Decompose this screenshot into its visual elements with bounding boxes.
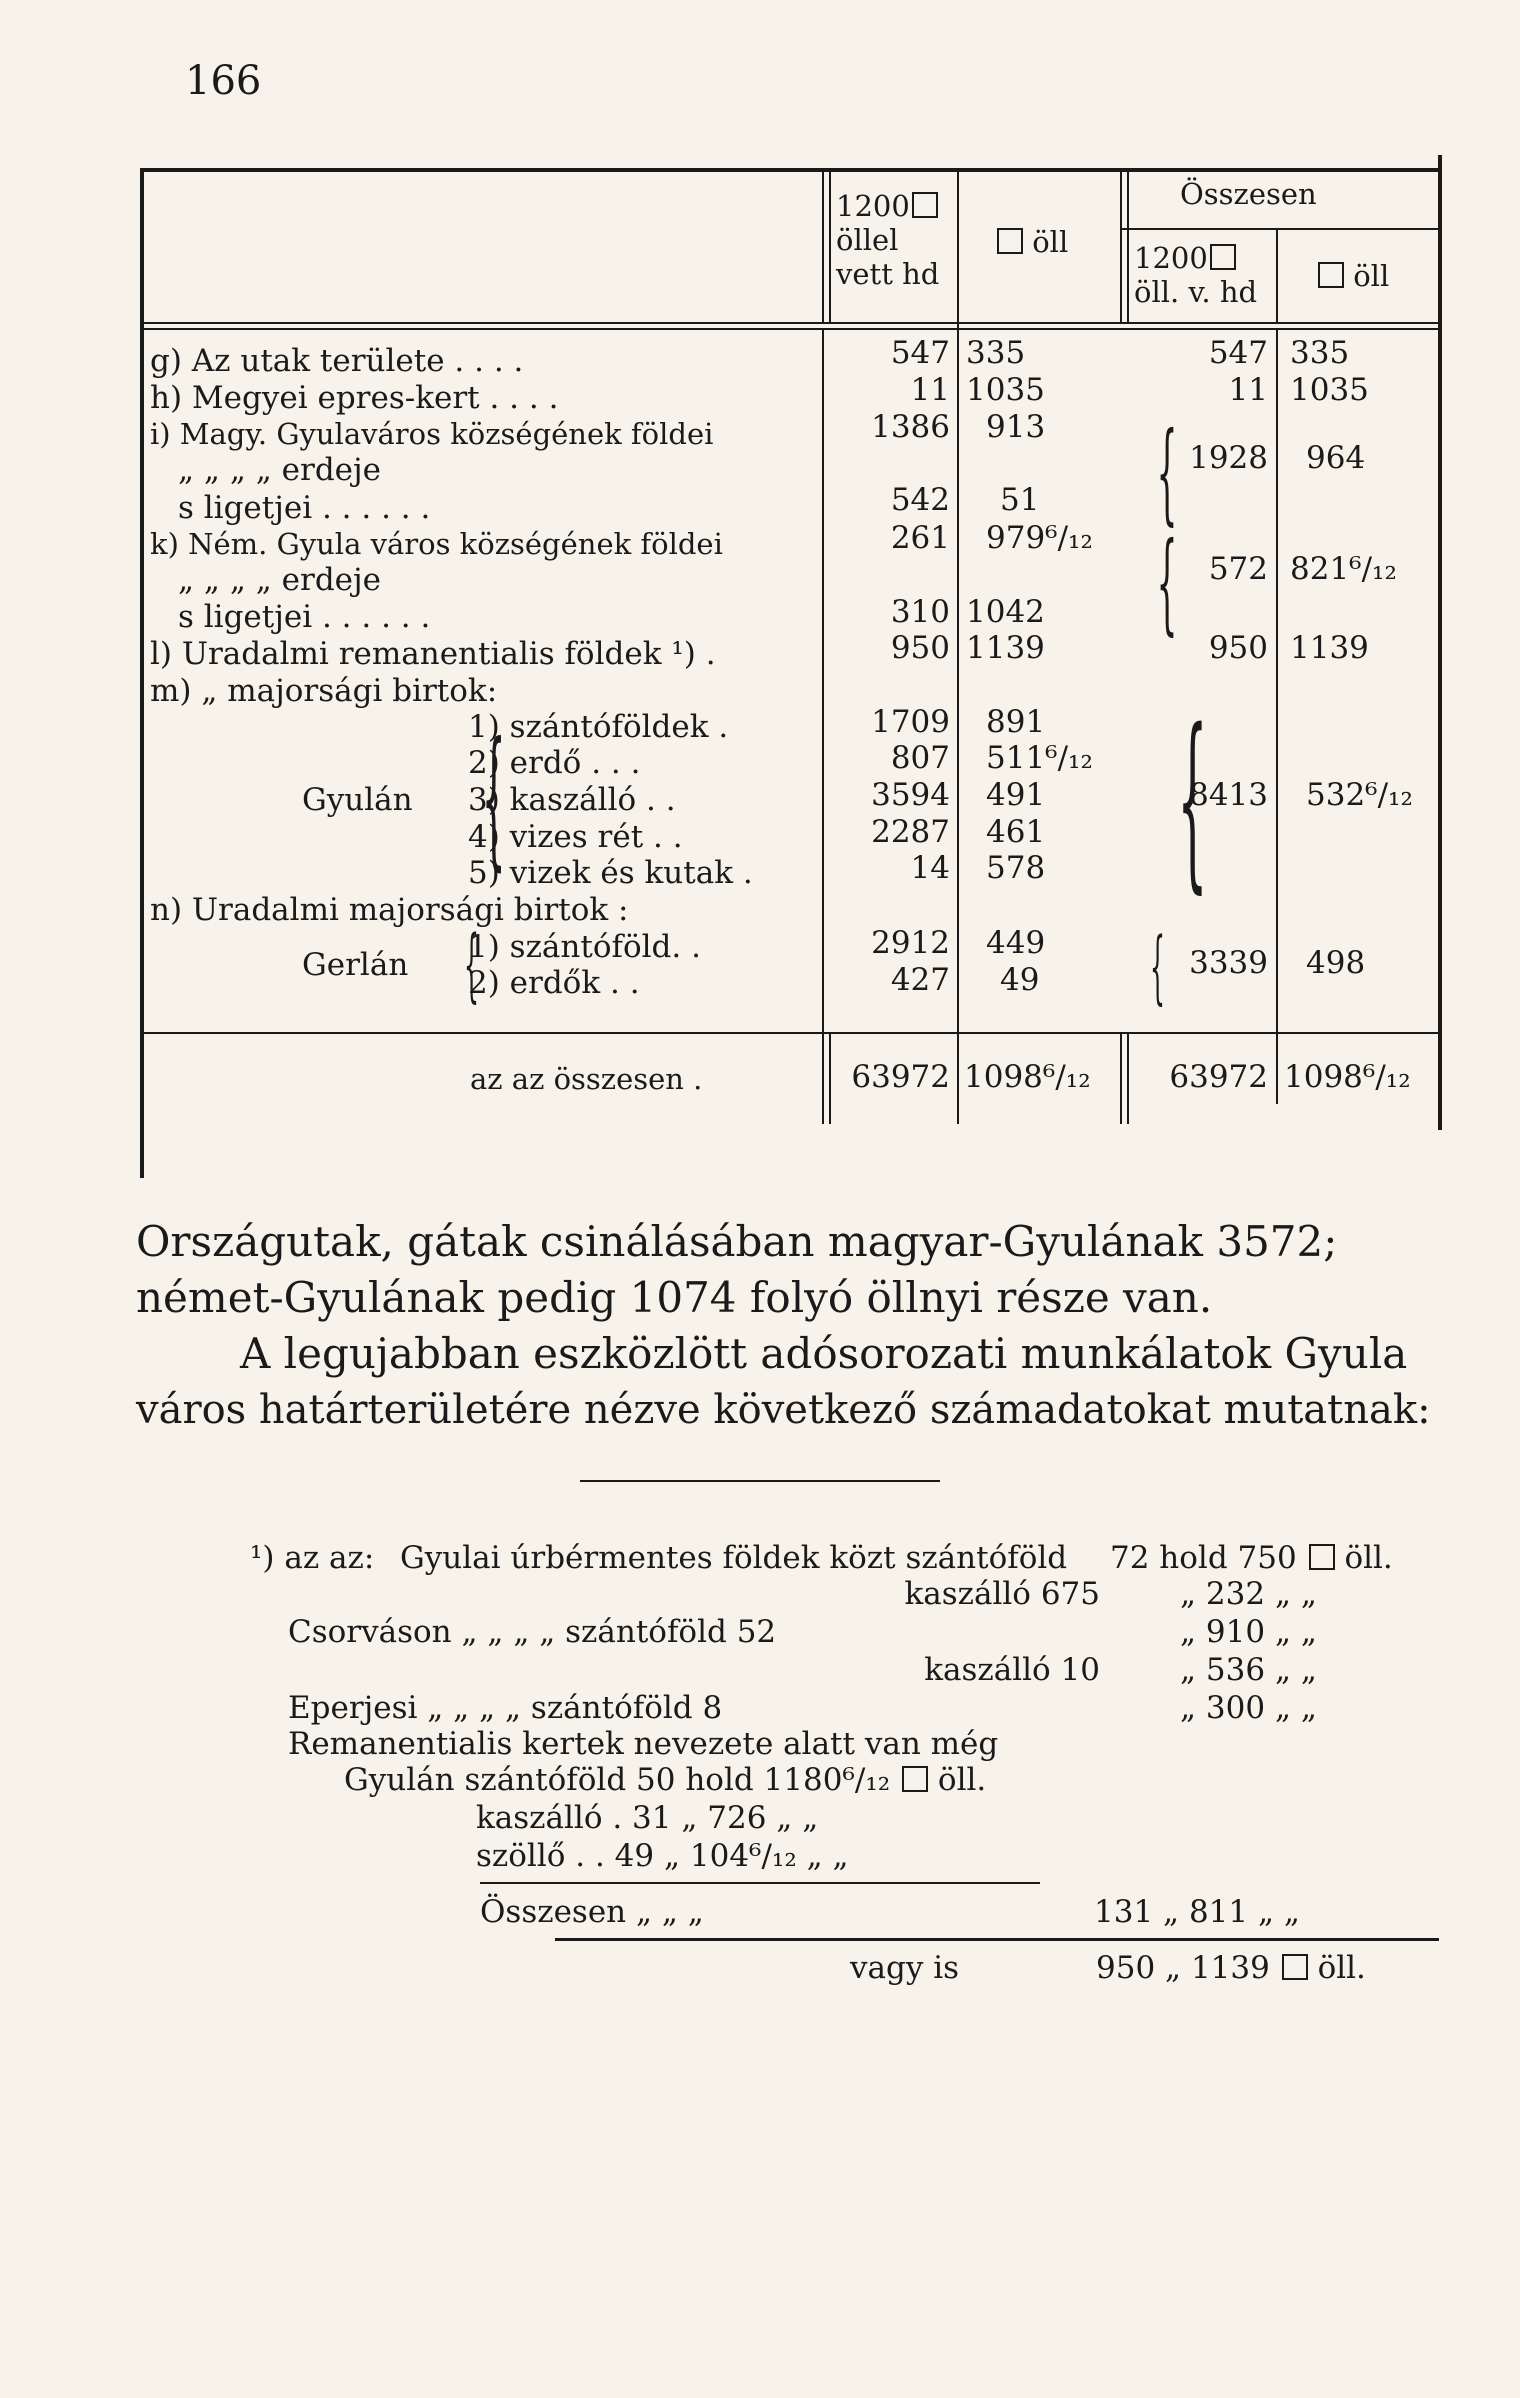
cell-c2: 461 [986,814,1046,850]
footnote-line: kaszálló 675 [904,1576,1100,1612]
footnote-value: „ 536 „ „ [1180,1652,1317,1688]
footnote-value: „ 232 „ „ [1180,1576,1317,1612]
paragraph-line: Országutak, gátak csinálásában magyar-Gyulának 3572; [136,1217,1338,1266]
header-col1-line1: 1200 [836,190,938,222]
cell-c4: 335 [1290,335,1350,371]
row-label: „ „ „ „ erdeje [178,562,381,598]
col-rule-b [957,172,959,1032]
header-rule-1 [140,322,1440,324]
col-rule-c1 [1120,172,1122,322]
cell-c1: 427 [890,962,950,998]
row-label: m) „ majorsági birtok: [150,673,498,709]
cell-c2: 449 [986,925,1046,961]
cell-c1: 1386 [871,409,950,445]
row-label: 1) szántóföldek . [468,709,729,745]
square-unit-icon [912,192,938,218]
sum-rule-d [1276,1034,1278,1104]
cell-c3: 547 [1208,335,1268,371]
footnote-line: kaszálló . 31 „ 726 „ „ [476,1800,819,1836]
footnote-line: Gyulán szántóföld 50 hold 1180⁶/₁₂ öll. [344,1762,987,1798]
paragraph-line: város határterületére nézve következő számadatokat mutatnak: [136,1387,1431,1433]
sum-rule-a1 [822,1034,824,1124]
cell-c2: 1035 [966,372,1045,408]
cell-c1: 542 [890,482,950,518]
cell-c2: 891 [986,704,1046,740]
row-label: l) Uradalmi remanentialis földek ¹) . [150,636,716,672]
footnote-total-value: 131 „ 811 „ „ [1094,1894,1300,1930]
col-rule-a3 [822,330,824,1032]
square-unit-icon [1309,1544,1335,1570]
footnote-rule-2 [555,1938,1439,1941]
header-total-group: Összesen [1180,177,1317,211]
paragraph-line: A legujabban eszközlött adósorozati munkálatok Gyula [240,1329,1408,1378]
row-label: 2) erdők . . [468,965,640,1001]
square-unit-icon [997,228,1023,254]
footnote-alt-label: vagy is [850,1950,960,1986]
header-col3-line1: 1200 [1134,242,1236,274]
cell-c1: 1709 [871,704,950,740]
footnote-line: Remanentialis kertek nevezete alatt van még [288,1726,999,1762]
brace-n: { [1149,920,1166,1013]
total-group-rule [1120,228,1438,230]
row-label: k) Ném. Gyula város községének földei [150,527,723,561]
row-label: n) Uradalmi majorsági birtok : [150,892,629,928]
square-unit-icon [902,1766,928,1792]
sum-c2: 1098⁶/₁₂ [964,1059,1091,1095]
row-label: h) Megyei epres-kert . . . . [150,380,559,416]
sum-rule-c1 [1120,1034,1122,1124]
cell-c1: 261 [890,520,950,556]
cell-c3: 1928 [1189,440,1268,476]
table-top-rule [140,168,1440,172]
col-rule-a2 [829,172,831,322]
header-col1-line3: vett hd [836,257,940,291]
cell-c1: 807 [890,740,950,776]
cell-c2: 335 [966,335,1026,371]
cell-c2: 1042 [966,594,1045,630]
cell-c4: 498 [1306,945,1366,981]
cell-c2: 913 [986,409,1046,445]
table-left-rule [140,168,144,1178]
page-number: 166 [185,58,262,104]
row-label: 3) kaszálló . . [468,782,676,818]
gerlan-label: Gerlán [302,947,409,983]
table-right-rule [1438,155,1442,1130]
cell-c2: 511⁶/₁₂ [986,740,1093,776]
header-col2: öll [995,226,1068,258]
footnote-marker: ¹) az az: [250,1540,375,1576]
header-col1-line2: öllel [836,223,899,257]
cell-c1: 3594 [871,777,950,813]
col-rule-a1 [822,172,824,322]
brace-i: { [1156,408,1178,536]
footnote-line: szöllő . . 49 „ 104⁶/₁₂ „ „ [476,1838,849,1874]
sum-rule-b [957,1034,959,1124]
col-rule-d2 [1276,330,1278,1032]
cell-c2: 979⁶/₁₂ [986,520,1093,556]
row-label: s ligetjei . . . . . . [178,490,431,526]
sum-c3: 63972 [1169,1059,1268,1095]
col-rule-d [1276,230,1278,322]
cell-c1: 310 [890,594,950,630]
row-label: g) Az utak területe . . . . [150,343,524,379]
cell-c1: 11 [910,372,950,408]
footnote-rule-1 [480,1882,1040,1884]
square-unit-icon [1210,244,1236,270]
cell-c2: 578 [986,850,1046,886]
col-rule-c2 [1127,172,1129,322]
sum-rule-c2 [1127,1034,1129,1124]
row-label: 1) szántóföld. . [468,929,701,965]
cell-c4: 1035 [1290,372,1369,408]
footnote-value: „ 300 „ „ [1180,1690,1317,1726]
cell-c2: 491 [986,777,1046,813]
row-label: „ „ „ „ erdeje [178,452,381,488]
brace-m: { [1177,689,1208,910]
gyulan-brace: { [481,711,506,885]
cell-c2: 49 [1000,962,1040,998]
cell-c3: 3339 [1189,945,1268,981]
cell-c2: 1139 [966,630,1045,666]
footnote-total-label: Összesen „ „ „ [480,1894,704,1930]
sum-rule-a2 [829,1034,831,1124]
cell-c1: 2912 [871,925,950,961]
row-label: s ligetjei . . . . . . [178,599,431,635]
footnote-line: kaszálló 10 [924,1652,1100,1688]
row-label: 4) vizes rét . . [468,819,683,855]
square-unit-icon [1318,262,1344,288]
sum-label: az az összesen . [470,1062,703,1096]
sum-c4: 1098⁶/₁₂ [1284,1059,1411,1095]
footnote-value: „ 910 „ „ [1180,1614,1317,1650]
footnote-alt-value: 950 „ 1139 öll. [1096,1950,1366,1986]
brace-k: { [1156,518,1178,646]
cell-c4: 532⁶/₁₂ [1306,777,1413,813]
row-label: 5) vizek és kutak . [468,855,753,891]
footnote-line: Gyulai úrbérmentes földek közt szántóföld [400,1540,1068,1576]
paragraph-line: német-Gyulának pedig 1074 folyó öllnyi része van. [136,1273,1213,1322]
header-col4: öll [1316,260,1389,292]
cell-c4: 1139 [1290,630,1369,666]
cell-c1: 14 [910,850,950,886]
sum-rule [140,1032,1440,1034]
row-label: 2) erdő . . . [468,745,641,781]
header-rule-2 [140,328,1440,330]
cell-c1: 950 [890,630,950,666]
header-col3-line2: öll. v. hd [1134,275,1258,309]
cell-c3: 8413 [1189,777,1268,813]
sum-c1: 63972 [851,1059,950,1095]
cell-c3: 572 [1208,551,1268,587]
cell-c3: 950 [1208,630,1268,666]
footnote-value: 72 hold 750 öll. [1110,1540,1393,1576]
square-unit-icon [1282,1954,1308,1980]
cell-c1: 547 [890,335,950,371]
footnote-line: Eperjesi „ „ „ „ szántóföld 8 [288,1690,723,1726]
cell-c4: 964 [1306,440,1366,476]
separator-rule [580,1480,940,1482]
footnote-line: Csorváson „ „ „ „ szántóföld 52 [288,1614,777,1650]
gerlan-brace: { [463,918,480,1011]
cell-c1: 2287 [871,814,950,850]
cell-c2: 51 [1000,482,1040,518]
cell-c3: 11 [1228,372,1268,408]
gyulan-label: Gyulán [302,782,413,818]
row-label: i) Magy. Gyulaváros községének földei [150,417,714,451]
cell-c4: 821⁶/₁₂ [1290,551,1397,587]
